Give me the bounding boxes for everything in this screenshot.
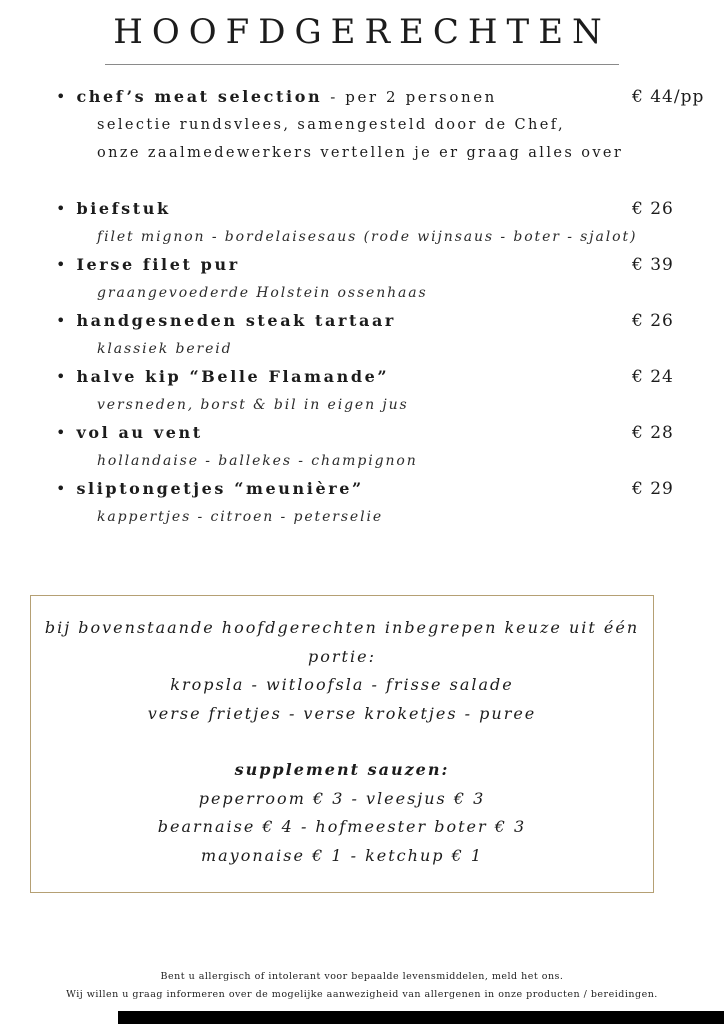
bullet-icon: • — [56, 87, 66, 106]
item-description-line: onze zaalmedewerkers vertellen je er graag alles over — [97, 145, 624, 161]
item-price: € 39 — [632, 255, 674, 275]
item-price: € 29 — [632, 479, 674, 499]
menu-item-row — [56, 251, 704, 279]
item-name: vol au vent — [76, 423, 203, 442]
item-descriptions — [56, 111, 704, 167]
box-line: bearnaise € 4 - hofmeester boter € 3 — [157, 817, 527, 836]
item-descriptions — [56, 391, 704, 419]
item-name: sliptongetjes “meunière” — [76, 479, 364, 498]
menu-item-row — [56, 363, 704, 391]
item-name: biefstuk — [76, 199, 171, 218]
bullet-icon: • — [56, 423, 66, 442]
item-description-line: hollandaise - ballekes - champignon — [97, 453, 418, 469]
bullet-icon: • — [56, 199, 66, 218]
supplement-heading: supplement sauzen: — [234, 760, 450, 779]
box-line: mayonaise € 1 - ketchup € 1 — [200, 845, 484, 865]
menu-item-row — [56, 307, 704, 335]
menu-items — [0, 65, 724, 531]
item-descriptions — [56, 503, 704, 531]
menu-item — [56, 363, 704, 419]
item-price: € 24 — [632, 367, 674, 387]
menu-item — [56, 83, 704, 167]
included-sides-box — [30, 595, 654, 893]
item-descriptions — [56, 447, 704, 475]
item-descriptions — [56, 223, 704, 251]
footer-line: Bent u allergisch of intolerant voor bepaalde levensmiddelen, meld het ons. — [160, 971, 564, 982]
item-name: handgesneden steak tartaar — [76, 311, 396, 330]
menu-item — [56, 307, 704, 363]
item-price: € 26 — [632, 199, 674, 219]
item-descriptions — [56, 279, 704, 307]
item-description-line: versneden, borst & bil in eigen jus — [97, 397, 409, 413]
menu-item — [56, 475, 704, 531]
bullet-icon: • — [56, 479, 66, 498]
title-section — [0, 0, 724, 65]
page-title: HOOFDGERECHTEN — [105, 12, 619, 65]
item-price: € 28 — [632, 423, 674, 443]
item-description-line: kappertjes - citroen - peterselie — [97, 509, 384, 525]
menu-item-row — [56, 195, 704, 223]
bottom-black-bar — [118, 1011, 724, 1024]
box-line: bij bovenstaande hoofdgerechten inbegrepen keuze uit één portie: — [44, 618, 640, 666]
menu-item — [56, 251, 704, 307]
footer-line: Wij willen u graag informeren over de mogelijke aanwezigheid van allergenen in onze producten / bereidingen. — [66, 989, 658, 1000]
item-name: Ierse filet pur — [76, 255, 240, 274]
item-price: € 26 — [632, 311, 674, 331]
item-description-line: graangevoederde Holstein ossenhaas — [97, 285, 428, 301]
menu-item — [56, 419, 704, 475]
box-line: verse frietjes - verse kroketjes - puree — [147, 703, 537, 723]
menu-item — [56, 195, 704, 251]
menu-item-row — [56, 475, 704, 503]
box-line: kropsla - witloofsla - frisse salade — [170, 675, 514, 694]
bullet-icon: • — [56, 255, 66, 274]
item-description-line: selectie rundsvlees, samengesteld door de Chef, — [97, 117, 566, 133]
box-line: peperroom € 3 - vleesjus € 3 — [198, 788, 486, 808]
menu-item-row — [56, 419, 704, 447]
item-price: € 44/pp — [632, 87, 705, 107]
item-description-line: klassiek bereid — [97, 341, 233, 357]
item-descriptions — [56, 335, 704, 363]
bullet-icon: • — [56, 311, 66, 330]
item-name: chef’s meat selection — [76, 87, 323, 106]
allergen-footer — [0, 968, 724, 1004]
item-name: halve kip “Belle Flamande” — [76, 367, 390, 386]
bullet-icon: • — [56, 367, 66, 386]
menu-item-row — [56, 83, 704, 111]
item-description-line: filet mignon - bordelaisesaus (rode wijnsaus - boter - sjalot) — [97, 229, 638, 245]
item-name-suffix: - per 2 personen — [330, 88, 497, 106]
